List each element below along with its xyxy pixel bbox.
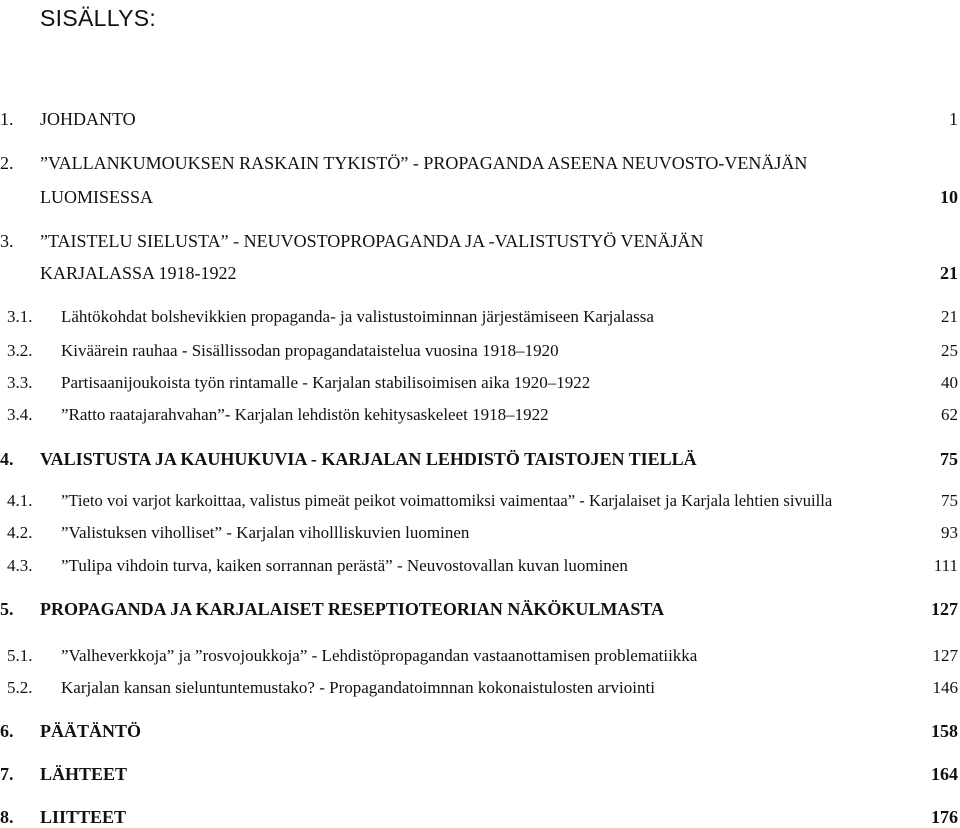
- entry-page-number: 164: [931, 764, 958, 784]
- entry-number: 4.2.: [7, 523, 33, 542]
- entry-page-number: 25: [941, 341, 958, 360]
- entry-title: VALISTUSTA JA KAUHUKUVIA - KARJALAN LEHDISTÖ TAISTOJEN TIELLÄ: [40, 449, 697, 469]
- entry-number: 3.4.: [7, 405, 33, 424]
- entry-number: 3.2.: [7, 341, 33, 360]
- page-title: SISÄLLYS:: [40, 5, 157, 31]
- entry-number: 7.: [0, 764, 14, 784]
- entry-number: 4.1.: [7, 491, 33, 510]
- entry-title: Karjalan kansan sieluntuntemustako? - Propagandatoimnnan kokonaistulosten arviointi: [61, 678, 655, 697]
- entry-title: LÄHTEET: [40, 764, 128, 784]
- entry-number: 3.: [0, 231, 14, 251]
- entry-page-number: 158: [931, 721, 958, 741]
- entry-number: 5.2.: [7, 678, 33, 697]
- entry-page-number: 10: [940, 187, 958, 207]
- entry-title: ”Ratto raatajarahvahan”- Karjalan lehdistön kehitysaskeleet 1918–1922: [61, 405, 549, 424]
- entry-page-number: 21: [941, 307, 958, 326]
- entry-page-number: 40: [941, 373, 958, 392]
- entry-number: 5.: [0, 599, 14, 619]
- entry-number: 3.3.: [7, 373, 33, 392]
- entry-number: 6.: [0, 721, 14, 741]
- entry-title: Kiväärein rauhaa - Sisällissodan propagandataistelua vuosina 1918–1920: [61, 341, 559, 360]
- entry-page-number: 75: [941, 491, 958, 510]
- entry-title-continued: KARJALASSA 1918-1922: [40, 263, 237, 283]
- entry-number: 5.1.: [7, 646, 33, 665]
- entry-title: PROPAGANDA JA KARJALAISET RESEPTIOTEORIAN NÄKÖKULMASTA: [40, 599, 665, 619]
- entry-number: 8.: [0, 807, 14, 827]
- entry-title: PÄÄTÄNTÖ: [40, 721, 142, 741]
- entry-page-number: 146: [932, 678, 958, 697]
- entry-title: Partisaanijoukoista työn rintamalle - Karjalan stabilisoimisen aika 1920–1922: [61, 373, 591, 392]
- entry-number: 4.: [0, 449, 14, 469]
- entry-number: 2.: [0, 153, 14, 173]
- entry-title: ”VALLANKUMOUKSEN RASKAIN TYKISTÖ” - PROPAGANDA ASEENA NEUVOSTO-VENÄJÄN: [40, 153, 808, 173]
- entry-title: ”Valistuksen viholliset” - Karjalan vihollliskuvien luominen: [61, 523, 470, 542]
- entry-title: ”Tieto voi varjot karkoittaa, valistus pimeät peikot voimattomiksi vaimentaa” - Karjalaiset ja Karjala lehtien sivuilla: [61, 491, 833, 510]
- entry-title-continued: LUOMISESSA: [40, 187, 154, 207]
- entry-page-number: 21: [940, 263, 958, 283]
- entry-page-number: 111: [933, 556, 958, 575]
- entry-title: LIITTEET: [40, 807, 127, 827]
- entry-page-number: 176: [931, 807, 958, 827]
- entry-page-number: 1: [949, 109, 958, 129]
- entry-title: ”Valheverkkoja” ja ”rosvojoukkoja” - Lehdistöpropagandan vastaanottamisen problematiikka: [61, 646, 698, 665]
- entry-page-number: 62: [941, 405, 958, 424]
- entry-title: JOHDANTO: [40, 109, 136, 129]
- entry-title: ”Tulipa vihdoin turva, kaiken sorrannan perästä” - Neuvostovallan kuvan luominen: [61, 556, 628, 575]
- entry-page-number: 127: [931, 599, 958, 619]
- entry-number: 3.1.: [7, 307, 33, 326]
- entry-page-number: 75: [940, 449, 958, 469]
- entry-page-number: 93: [941, 523, 958, 542]
- entry-number: 1.: [0, 109, 14, 129]
- entry-number: 4.3.: [7, 556, 33, 575]
- entry-page-number: 127: [932, 646, 958, 665]
- entry-title: ”TAISTELU SIELUSTA” - NEUVOSTOPROPAGANDA JA -VALISTUSTYÖ VENÄJÄN: [40, 231, 704, 251]
- entry-title: Lähtökohdat bolshevikkien propaganda- ja valistustoiminnan järjestämiseen Karjalassa: [61, 307, 654, 326]
